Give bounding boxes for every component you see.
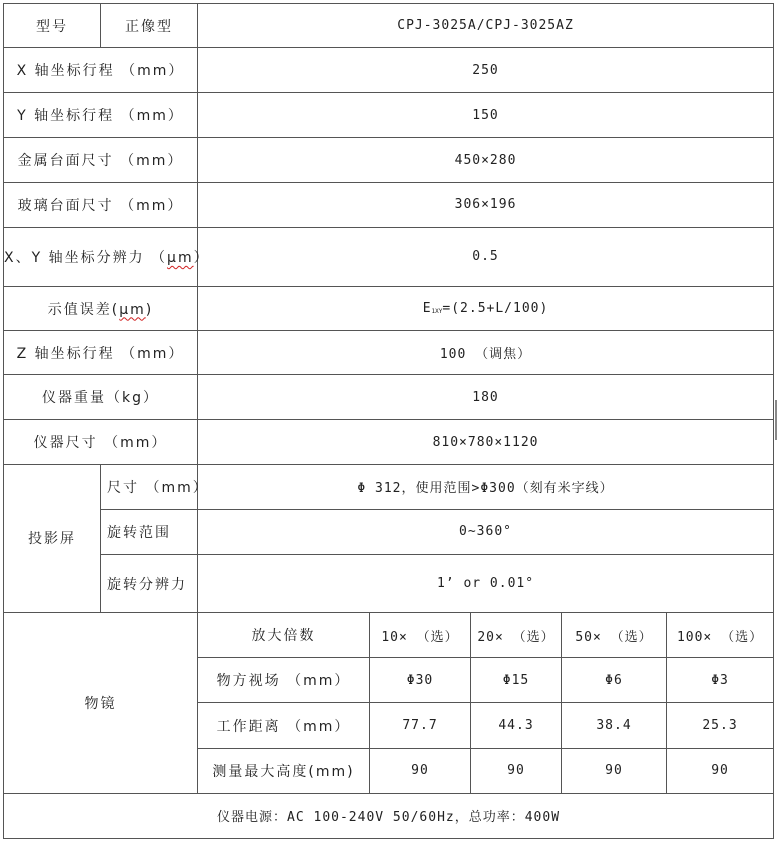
power-footer: 仪器电源：AC 100-240V 50/60Hz，总功率：400W <box>4 793 774 838</box>
table-row <box>4 93 774 138</box>
error-value-rest: =(2.5+L/100) <box>442 301 549 317</box>
table-row <box>4 509 774 554</box>
glass-table-value: 306×196 <box>198 182 774 227</box>
resolution-label-unit: μm <box>167 249 194 266</box>
field-of-view-cell: Φ6 <box>562 658 667 703</box>
glass-table-label: 玻璃台面尺寸 （mm） <box>4 182 198 227</box>
working-distance-label: 工作距离 （mm） <box>198 703 370 748</box>
rotation-range-label: 旋转范围 <box>101 509 198 554</box>
z-travel-label: Z 轴坐标行程 （mm） <box>4 331 198 375</box>
error-label-unit: μm <box>119 301 146 318</box>
screen-group-label: 投影屏 <box>4 464 101 613</box>
rotation-range-value: 0~360° <box>198 509 774 554</box>
x-travel-value: 250 <box>198 48 774 93</box>
screen-size-label: 尺寸 （mm） <box>101 464 198 509</box>
dimensions-value: 810×780×1120 <box>198 420 774 464</box>
table-row <box>4 613 774 658</box>
max-height-cell: 90 <box>370 748 471 793</box>
y-travel-value: 150 <box>198 93 774 138</box>
magnification-cell: 20× （选） <box>471 613 562 658</box>
magnification-cell: 50× （选） <box>562 613 667 658</box>
metal-table-label: 金属台面尺寸 （mm） <box>4 138 198 182</box>
table-row <box>4 182 774 227</box>
working-distance-cell: 44.3 <box>471 703 562 748</box>
table-row <box>4 138 774 182</box>
max-height-cell: 90 <box>471 748 562 793</box>
z-travel-value: 100 （调焦） <box>198 331 774 375</box>
dimensions-label: 仪器尺寸 （mm） <box>4 420 198 464</box>
resolution-value: 0.5 <box>198 227 774 286</box>
type-label: 正像型 <box>101 4 198 48</box>
error-label <box>4 286 198 330</box>
table-row <box>4 286 774 330</box>
max-height-cell: 90 <box>667 748 774 793</box>
resolution-label <box>4 227 210 286</box>
error-label-suffix: ) <box>145 301 154 318</box>
scrollbar-marker[interactable] <box>775 400 777 440</box>
max-height-label: 测量最大高度(mm) <box>198 748 370 793</box>
metal-table-value: 450×280 <box>198 138 774 182</box>
rotation-resolution-value: 1’ or 0.01° <box>198 554 774 612</box>
resolution-label-suffix: ） <box>193 249 210 266</box>
field-of-view-label: 物方视场 （mm） <box>198 658 370 703</box>
table-row <box>4 375 774 420</box>
weight-label: 仪器重量（kg） <box>4 375 198 420</box>
y-travel-label: Y 轴坐标行程 （mm） <box>4 93 198 138</box>
max-height-cell: 90 <box>562 748 667 793</box>
working-distance-cell: 25.3 <box>667 703 774 748</box>
table-row <box>4 420 774 464</box>
field-of-view-cell: Φ15 <box>471 658 562 703</box>
table-row <box>4 331 774 375</box>
table-row <box>4 4 774 48</box>
working-distance-cell: 77.7 <box>370 703 471 748</box>
error-value-sub: 1XY <box>431 308 443 316</box>
error-value <box>198 286 774 330</box>
model-value: CPJ-3025A/CPJ-3025AZ <box>198 4 774 48</box>
table-row <box>4 793 774 838</box>
magnification-cell: 10× （选） <box>370 613 471 658</box>
objective-group-label: 物镜 <box>4 613 198 794</box>
error-value-e: E <box>422 301 432 317</box>
table-row <box>4 48 774 93</box>
table-row <box>4 554 774 612</box>
table-row <box>4 227 774 286</box>
working-distance-cell: 38.4 <box>562 703 667 748</box>
weight-value: 180 <box>198 375 774 420</box>
model-label: 型号 <box>4 4 101 48</box>
x-travel-label: X 轴坐标行程 （mm） <box>4 48 198 93</box>
rotation-resolution-label: 旋转分辨力 <box>101 554 198 612</box>
magnification-cell: 100× （选） <box>667 613 774 658</box>
magnification-label: 放大倍数 <box>198 613 370 658</box>
field-of-view-cell: Φ3 <box>667 658 774 703</box>
table-row <box>4 464 774 509</box>
screen-size-value: Φ 312，使用范围>Φ300（刻有米字线） <box>198 464 774 509</box>
resolution-label-prefix: X、Y 轴坐标分辨力 （ <box>4 249 168 266</box>
spec-table <box>3 3 774 839</box>
field-of-view-cell: Φ30 <box>370 658 471 703</box>
error-label-prefix: 示值误差( <box>47 301 120 318</box>
